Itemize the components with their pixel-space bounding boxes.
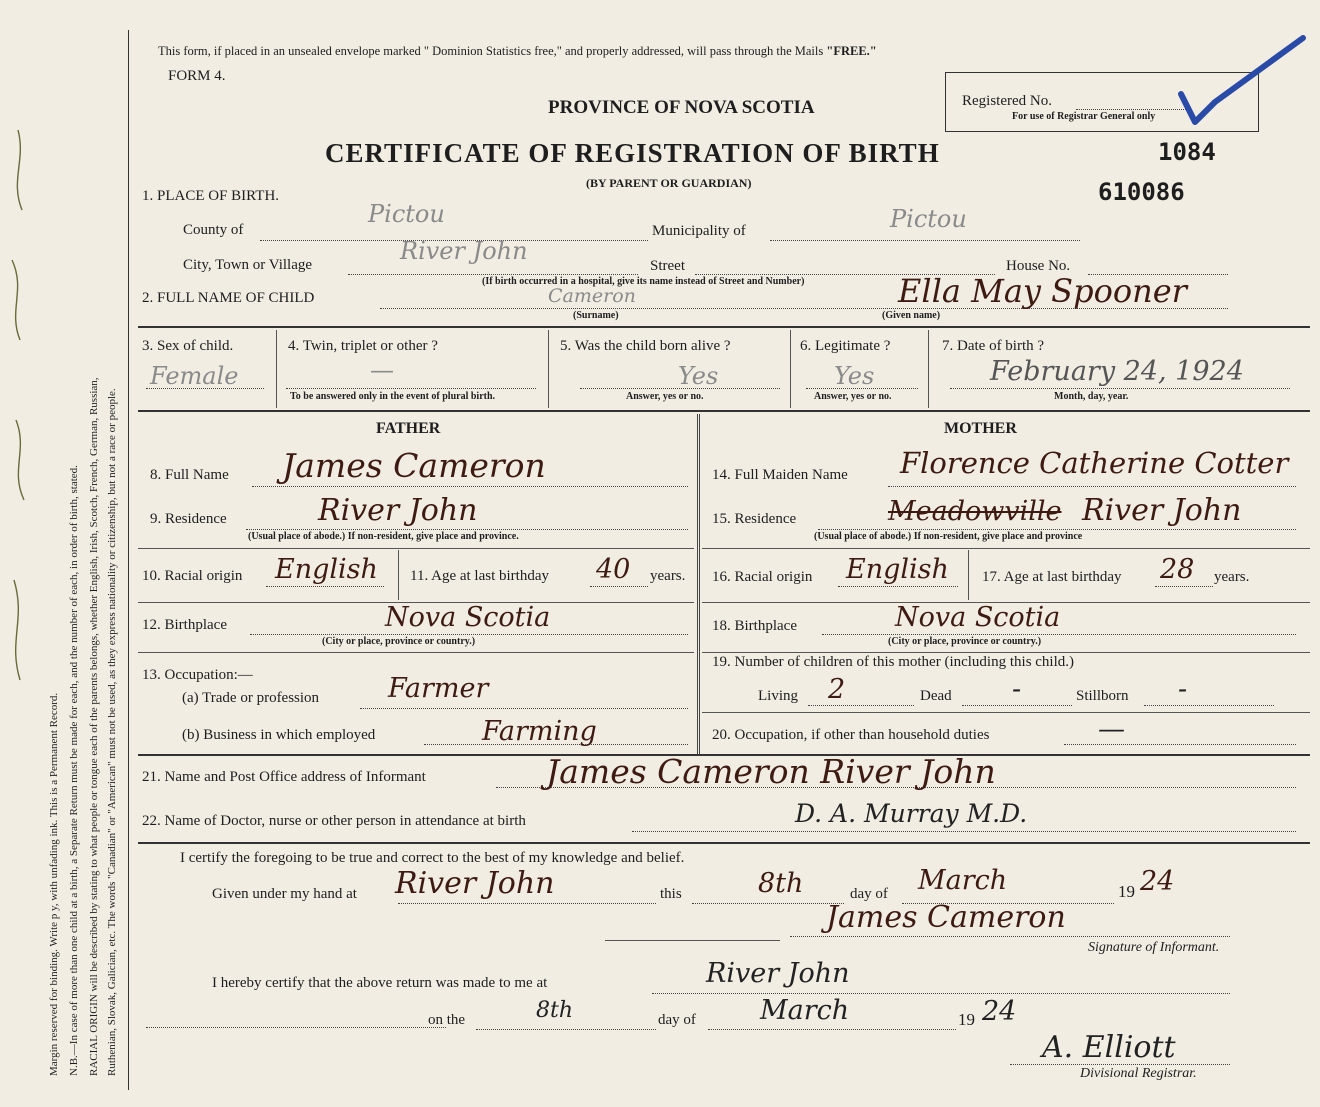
legitimate-caption: Answer, yes or no. [814,391,892,402]
alive-caption: Answer, yes or no. [626,391,704,402]
informant-signature: James Cameron [826,900,1066,935]
mother-heading: MOTHER [944,420,1017,437]
dob-label: 7. Date of birth ? [942,338,1045,354]
mother-occupation-label: 20. Occupation, if other than household duties [712,727,990,743]
registrar-day-of-label: day of [658,1012,696,1028]
dead-value: - [1012,674,1022,705]
given-place-value: River John [395,866,555,901]
business-label: (b) Business in which employed [182,727,376,743]
father-residence-label: 9. Residence [150,511,227,527]
municipality-label: Municipality of [652,223,746,239]
mother-years-label: years. [1214,569,1250,585]
father-age-value: 40 [596,554,631,585]
house-number-label: House No. [1006,258,1071,274]
page-title: CERTIFICATE OF REGISTRATION OF BIRTH [325,138,940,168]
alive-label: 5. Was the child born alive ? [560,338,731,354]
alive-value: Yes [678,362,719,390]
stillborn-value: - [1178,674,1188,705]
informant-signature-caption: Signature of Informant. [1088,940,1220,955]
binding-note: Margin reserved for binding. Write p y, with unfading ink. This is a Permanent Record. [48,692,60,1076]
father-name-value: James Cameron [282,446,546,485]
mother-racial-value: English [846,554,949,585]
registrar-day-value: 8th [536,998,574,1023]
hospital-note: (If birth occurred in a hospital, give its name instead of Street and Number) [482,276,805,287]
doctor-value: D. A. Murray M.D. [795,799,1028,828]
registered-label: Registered No. [962,93,1052,109]
registrar-use-note: For use of Registrar General only [1012,111,1156,122]
stamp-number-top: 1084 [1158,138,1216,166]
mother-name-label: 14. Full Maiden Name [712,467,848,483]
mother-age-label: 17. Age at last birthday [982,569,1122,585]
mother-residence-struck: Meadowville [888,496,1062,527]
living-label: Living [758,688,798,704]
sex-value: Female [150,362,239,390]
mother-residence-caption: (Usual place of abode.) If non-resident, give place and province [814,531,1083,542]
racial-origin-note-1: RACIAL ORIGIN will be described by stating to what people or tongue each of the parents belongs, whether English, Irish, Scotch, French, German, Russian, [88,377,100,1076]
business-value: Farming [482,716,597,747]
county-value: Pictou [368,200,445,228]
city-label: City, Town or Village [183,257,313,273]
mother-residence-value: River John [1082,493,1242,528]
mail-notice-free: "FREE." [826,44,877,58]
given-under-label: Given under my hand at [212,886,357,902]
surname-caption: (Surname) [573,310,619,321]
municipality-value: Pictou [890,205,967,233]
nb-note: N.B.—In case of more than one child at a birth, a Separate Return must be made for each, and the number of each, in order of birth, stated. [68,465,80,1076]
child-surname-value: Cameron [548,285,636,307]
racial-origin-note-2: Ruthenian, Slovak, Galician, etc. The words "Canadian" or "American" must not be used, as they express nationality or citizenship, but not a race or people. [106,388,118,1076]
registrar-month-value: March [760,995,850,1026]
father-birthplace-label: 12. Birthplace [142,617,227,633]
stillborn-label: Stillborn [1076,688,1129,704]
mother-birthplace-label: 18. Birthplace [712,618,797,634]
child-name-label: 2. FULL NAME OF CHILD [142,290,315,306]
certify-year-value: 24 [1140,866,1175,897]
registrar-on-label: on the [428,1012,466,1028]
registrar-year-prefix: 19 [958,1010,975,1029]
children-count-label: 19. Number of children of this mother (including this child.) [712,654,1075,670]
father-racial-value: English [275,554,378,585]
father-age-label: 11. Age at last birthday [410,568,549,584]
father-heading: FATHER [376,420,441,437]
twin-value: — [370,356,394,384]
divider-child [138,326,1310,328]
form-number: FORM 4. [168,68,226,84]
registrar-year-value: 24 [982,996,1017,1027]
father-residence-value: River John [318,493,478,528]
twin-label: 4. Twin, triplet or other ? [288,338,438,354]
county-label: County of [183,222,244,238]
street-label: Street [650,258,685,274]
margin-rule [128,30,129,1090]
day-of-label: day of [850,886,888,902]
this-label: this [660,886,682,902]
informant-label: 21. Name and Post Office address of Informant [142,769,426,785]
check-mark-icon [1175,30,1310,130]
stamp-number: 610086 [1098,178,1185,206]
divider-parents [138,410,1310,412]
legitimate-label: 6. Legitimate ? [800,338,891,354]
father-years-label: years. [650,568,686,584]
child-given-name-value: Ella May Spooner [898,272,1187,310]
given-name-caption: (Given name) [882,310,941,321]
certify-text: I certify the foregoing to be true and correct to the best of my knowledge and belief. [180,850,685,866]
father-racial-label: 10. Racial origin [142,568,243,584]
mail-notice [158,44,877,59]
trade-label: (a) Trade or profession [182,690,320,706]
mother-birthplace-caption: (City or place, province or country.) [888,636,1042,647]
dob-caption: Month, day, year. [1054,391,1129,402]
living-value: 2 [828,674,846,705]
father-birthplace-caption: (City or place, province or country.) [322,636,476,647]
mother-occupation-value: — [1098,714,1125,745]
place-of-birth-label: 1. PLACE OF BIRTH. [142,188,280,204]
informant-value: James Cameron River John [546,752,996,791]
registrar-signature-caption: Divisional Registrar. [1080,1066,1197,1081]
mother-age-value: 28 [1160,554,1195,585]
registrar-signature: A. Elliott [1042,1030,1176,1065]
registrar-certify-text: I hereby certify that the above return was made to me at [212,975,548,991]
certify-year-prefix: 19 [1118,882,1135,901]
dob-value: February 24, 1924 [990,356,1244,387]
sex-label: 3. Sex of child. [142,338,234,354]
certify-month-value: March [918,865,1008,896]
father-birthplace-value: Nova Scotia [385,602,551,633]
certify-day-value: 8th [758,868,804,899]
city-value: River John [400,237,528,265]
legitimate-value: Yes [834,362,875,390]
father-name-label: 8. Full Name [150,467,229,483]
handwritten-margin-note [0,120,40,820]
subtitle: (BY PARENT OR GUARDIAN) [586,176,752,190]
mother-racial-label: 16. Racial origin [712,569,813,585]
father-residence-caption: (Usual place of abode.) If non-resident, give place and province. [248,531,519,542]
dead-label: Dead [920,688,952,704]
mail-notice-text: This form, if placed in an unsealed envelope marked " Dominion Statistics free," and properly addressed, will pass through the Mails [158,44,827,58]
doctor-label: 22. Name of Doctor, nurse or other person in attendance at birth [142,813,526,829]
twin-caption: To be answered only in the event of plural birth. [290,391,496,402]
occupation-label: 13. Occupation:— [142,667,253,683]
mother-residence-label: 15. Residence [712,511,797,527]
province-heading: PROVINCE OF NOVA SCOTIA [548,97,815,118]
parents-divider [697,414,700,754]
mother-birthplace-value: Nova Scotia [895,602,1061,633]
registrar-place-value: River John [706,958,850,989]
mother-name-value: Florence Catherine Cotter [900,446,1289,480]
trade-value: Farmer [388,673,489,704]
